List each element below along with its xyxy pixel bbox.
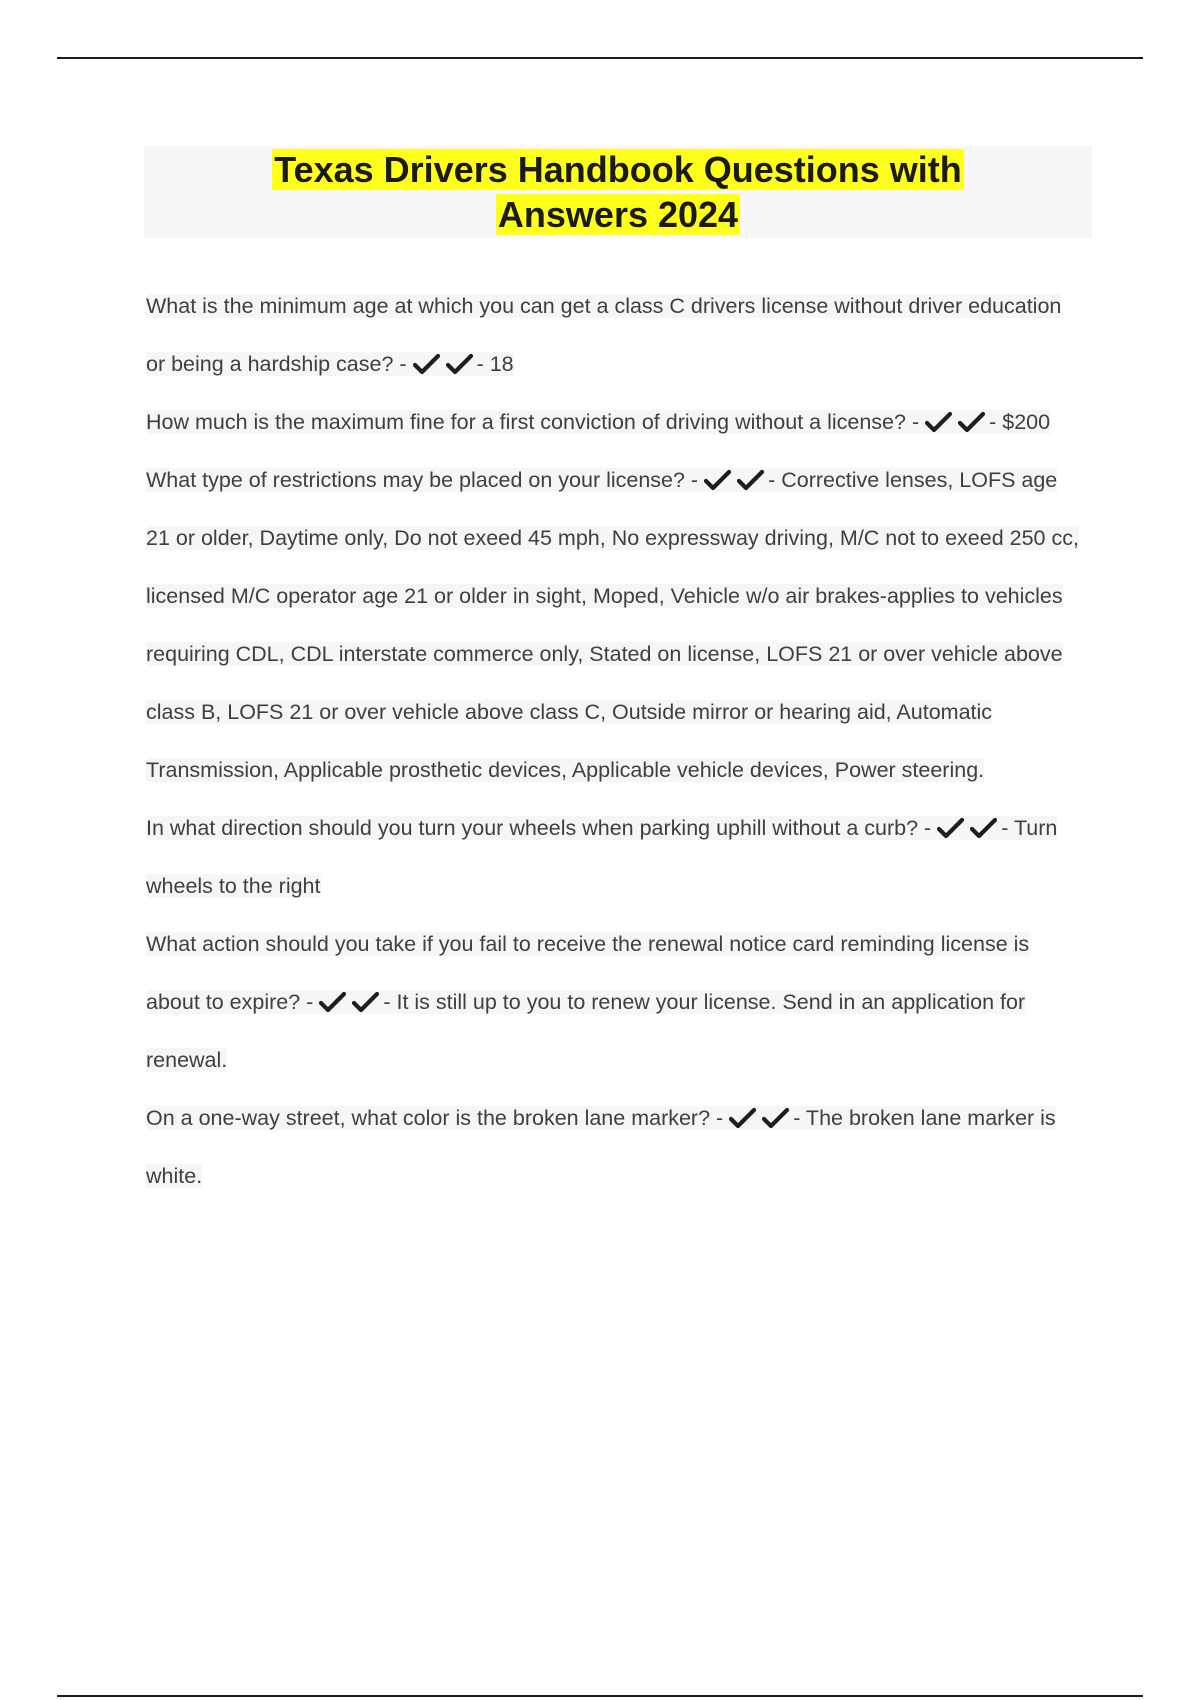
check-icon xyxy=(925,411,952,433)
check-icon xyxy=(319,991,346,1013)
check-icon xyxy=(352,991,379,1013)
qa-item xyxy=(146,451,1086,799)
answer-marker xyxy=(319,991,379,1013)
qa-item xyxy=(146,393,1086,451)
answer-text: - $200 xyxy=(989,410,1051,434)
qa-item xyxy=(146,277,1086,393)
top-rule xyxy=(57,57,1143,59)
answer-text: - Turn wheels to the right xyxy=(146,816,1058,898)
answer-marker xyxy=(925,411,985,433)
question-text: How much is the maximum fine for a first conviction of driving without a license? - xyxy=(146,410,920,434)
answer-marker xyxy=(729,1107,789,1129)
title-line-2: Answers 2024 xyxy=(497,194,739,235)
check-icon xyxy=(958,411,985,433)
qa-item xyxy=(146,1089,1086,1205)
bottom-rule xyxy=(57,1695,1143,1697)
qa-item xyxy=(146,799,1086,915)
title-block xyxy=(144,146,1092,238)
answer-text: - 18 xyxy=(476,352,514,376)
answer-marker xyxy=(704,469,764,491)
answer-marker xyxy=(937,817,997,839)
title-line-1: Texas Drivers Handbook Questions with xyxy=(274,149,962,190)
answer-text: - The broken lane marker is white. xyxy=(146,1106,1056,1188)
qa-item xyxy=(146,915,1086,1089)
question-text: What type of restrictions may be placed on your license? - xyxy=(146,468,699,492)
answer-text: - It is still up to you to renew your license. Send in an application for renewal. xyxy=(146,990,1026,1072)
question-text: What action should you take if you fail to receive the renewal notice card reminding license is about to expire? - xyxy=(146,932,1030,1014)
check-icon xyxy=(413,353,440,375)
check-icon xyxy=(737,469,764,491)
question-text: On a one-way street, what color is the broken lane marker? - xyxy=(146,1106,724,1130)
check-icon xyxy=(970,817,997,839)
check-icon xyxy=(937,817,964,839)
qa-list xyxy=(146,277,1086,1205)
check-icon xyxy=(704,469,731,491)
check-icon xyxy=(729,1107,756,1129)
document-title xyxy=(272,147,964,237)
check-icon xyxy=(762,1107,789,1129)
question-text: What is the minimum age at which you can get a class C drivers license without driver education or being a hardship case? - xyxy=(146,294,1062,376)
check-icon xyxy=(446,353,473,375)
answer-text: - Corrective lenses, LOFS age 21 or older, Daytime only, Do not exeed 45 mph, No expressway driving, M/C not to exeed 250 cc, licensed M/C operator age 21 or older in sight, Moped, Vehicle w/o air brakes-applies to vehicles requiring CDL, CDL interstate commerce only, Stated on license, LOFS 21 or over vehicle above class B, LOFS 21 or over vehicle above class C, Outside mirror or hearing aid, Automatic Transmission, Applicable prosthetic devices, Applicable vehicle devices, Power steering. xyxy=(146,468,1079,782)
answer-marker xyxy=(413,353,473,375)
question-text: In what direction should you turn your wheels when parking uphill without a curb? - xyxy=(146,816,932,840)
